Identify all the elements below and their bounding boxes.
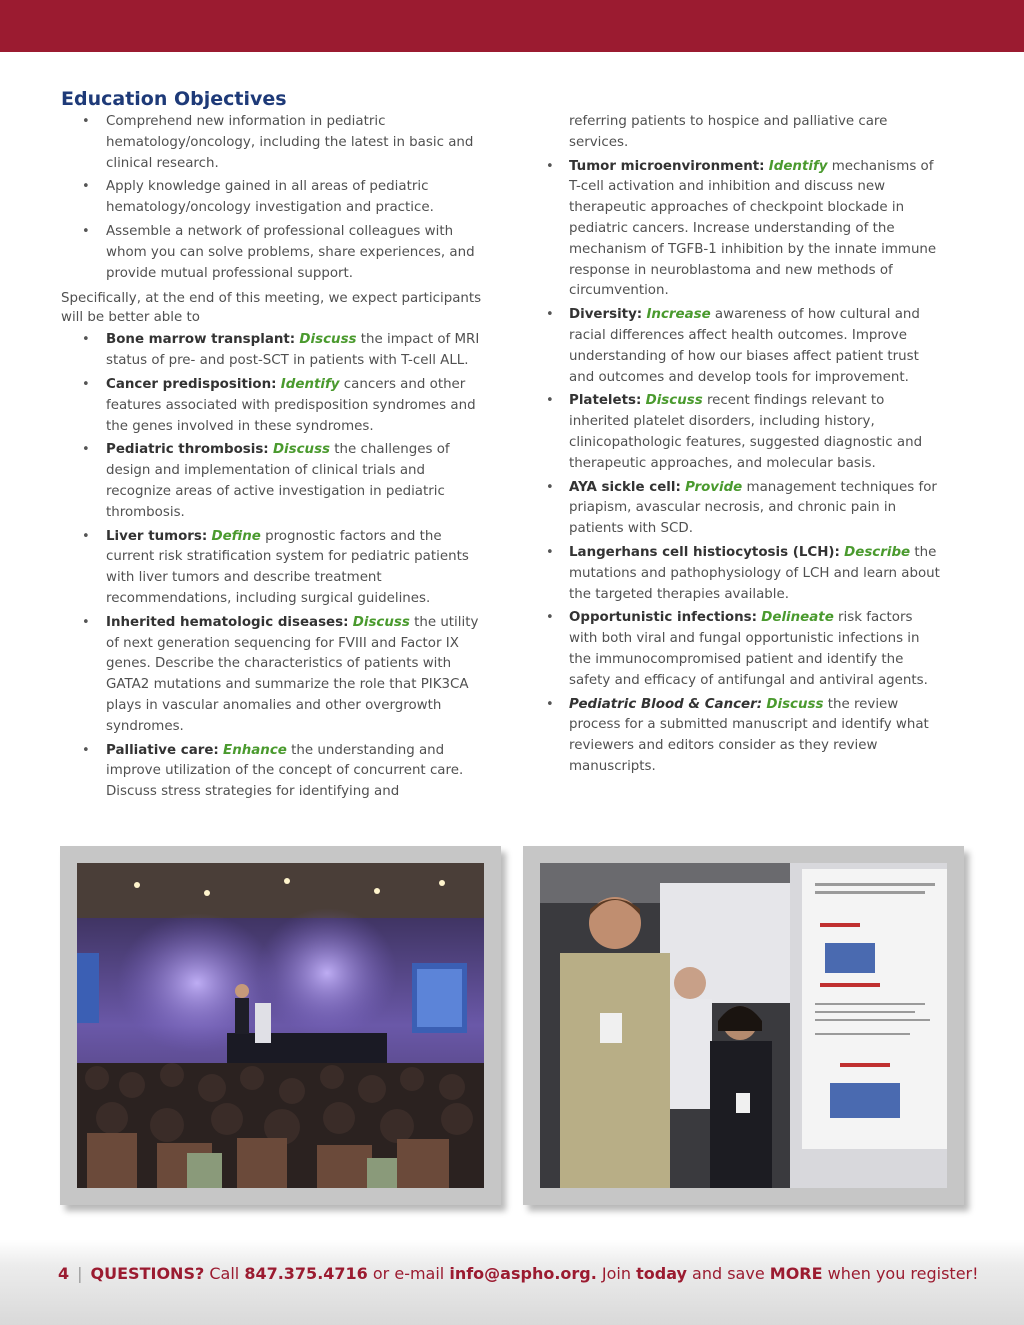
general-objectives-list	[61, 112, 491, 284]
bullet-icon: •	[546, 307, 554, 323]
list-item: • Palliative care: Enhance the understanding and improve utilization of the concept of concurrent care. Discuss stress strategies for identifying and	[82, 742, 464, 800]
page-heading: Education Objectives	[61, 88, 287, 110]
right-column	[546, 112, 941, 781]
bullet-icon: •	[82, 223, 90, 239]
footer-questions: QUESTIONS?	[90, 1264, 205, 1283]
bullet-icon: •	[546, 158, 554, 174]
bullet-icon: •	[82, 742, 90, 758]
bullet-icon: •	[546, 393, 554, 409]
conference-session-photo	[77, 863, 484, 1188]
footer-separator: |	[77, 1264, 83, 1283]
footer-email-link[interactable]: info@aspho.org.	[449, 1264, 597, 1283]
continued-text: referring patients to hospice and palliative care services.	[569, 114, 888, 150]
list-item: • Comprehend new information in pediatric hematology/oncology, including the latest in basic and clinical research.	[82, 114, 474, 171]
bullet-icon: •	[82, 179, 90, 195]
photo-frame-conference	[60, 846, 501, 1205]
bullet-icon: •	[546, 544, 554, 560]
bullet-icon: •	[546, 696, 554, 712]
header-band	[0, 0, 1024, 52]
list-item: • Pediatric thrombosis: Discuss the challenges of design and implementation of clinical trials and recognize areas of active investigation in pediatric thrombosis.	[82, 442, 450, 520]
list-item: • Inherited hematologic diseases: Discuss the utility of next generation sequencing for FVIII and Factor IX genes. Describe the characteristics of patients with GATA2 mutations and summarize the role that PIK3CA plays in vascular anomalies and other overgrowth syndromes.	[82, 614, 479, 734]
list-item: • Opportunistic infections: Delineate risk factors with both viral and fungal opportunistic infections in the immunocompromised patient and identify the safety and efficacy of antifungal and antiviral agents.	[546, 610, 928, 688]
bullet-icon: •	[82, 376, 90, 392]
specific-objectives-list-continued	[546, 157, 941, 778]
bullet-icon: •	[82, 114, 90, 129]
footer-text: 4 | QUESTIONS? Call 847.375.4716 or e-mail info@aspho.org. Join today and save MORE when you register!	[58, 1264, 979, 1283]
list-item: • Tumor microenvironment: Identify mechanisms of T-cell activation and inhibition and discuss new therapeutic approaches of checkpoint blockade in pediatric cancers. Increase understanding of the mechanism of TGFB-1 inhibition by the innate immune response in neuroblastoma and new methods of circumvention.	[546, 158, 937, 299]
list-item: • Apply knowledge gained in all areas of pediatric hematology/oncology investigation and practice.	[82, 179, 434, 216]
list-item: • Platelets: Discuss recent findings relevant to inherited platelet disorders, including history, clinicopathologic features, suggested diagnostic and therapeutic approaches, and molecular basis.	[546, 393, 923, 471]
poster-photo-image	[540, 863, 947, 1188]
list-item: • Langerhans cell histiocytosis (LCH): Describe the mutations and pathophysiology of LCH and learn about the targeted therapies available.	[546, 544, 940, 602]
bullet-icon: •	[82, 528, 90, 544]
specific-objectives-list	[61, 330, 491, 803]
left-column	[61, 112, 491, 806]
bullet-icon: •	[546, 479, 554, 495]
conference-photo-image	[77, 863, 484, 1188]
list-item: • Assemble a network of professional colleagues with whom you can solve problems, share experiences, and provide mutual professional support.	[82, 223, 475, 281]
bullet-icon: •	[82, 442, 90, 458]
bullet-icon: •	[546, 610, 554, 626]
poster-session-photo	[540, 863, 947, 1188]
list-item: • Pediatric Blood & Cancer: Discuss the review process for a submitted manuscript and identify what reviewers and editors consider as they review manuscripts.	[546, 696, 929, 774]
list-item: • AYA sickle cell: Provide management techniques for priapism, avascular necrosis, and chronic pain in patients with SCD.	[546, 479, 937, 537]
bullet-icon: •	[82, 332, 90, 348]
list-item: • Diversity: Increase awareness of how cultural and racial differences affect health outcomes. Improve understanding of how our biases affect patient trust and outcomes and develop tools for improvement.	[546, 307, 920, 385]
list-item: • Liver tumors: Define prognostic factors and the current risk stratification system for pediatric patients with liver tumors and describe treatment recommendations, including surgical guidelines.	[82, 528, 469, 606]
bullet-icon: •	[82, 614, 90, 630]
list-item: • Cancer predisposition: Identify cancers and other features associated with predisposition syndromes and the genes involved in these syndromes.	[82, 376, 476, 434]
intro-paragraph: Specifically, at the end of this meeting, we expect participants will be better able to	[61, 291, 482, 325]
footer-phone[interactable]: 847.375.4716	[244, 1264, 368, 1283]
photo-frame-poster	[523, 846, 964, 1205]
page-number: 4	[58, 1264, 70, 1283]
list-item: • Bone marrow transplant: Discuss the impact of MRI status of pre- and post-SCT in patients with T-cell ALL.	[82, 332, 480, 369]
